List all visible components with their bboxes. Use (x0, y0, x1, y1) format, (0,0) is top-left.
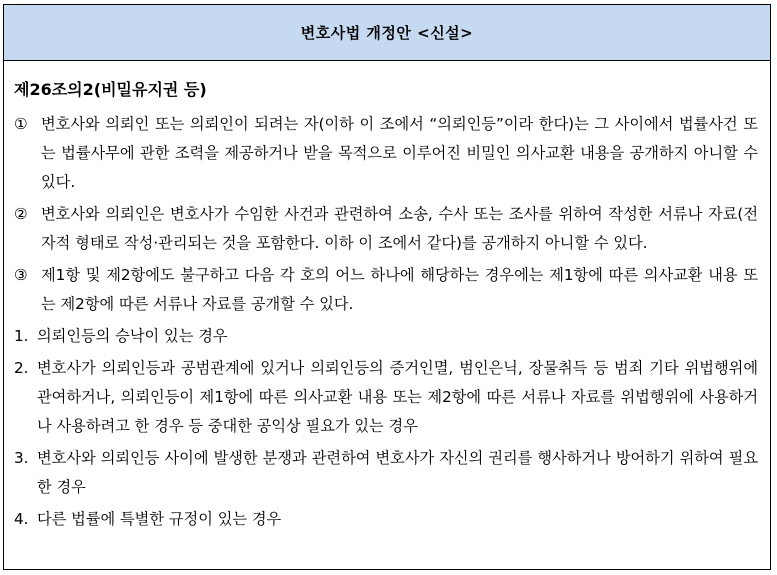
paragraph-text: 변호사와 의뢰인은 변호사가 수임한 사건과 관련하여 소송, 수사 또는 조사를 위하여 작성한 서류나 자료(전자적 형태로 작성·관리되는 것을 포함한다. 이하 이 조에서 같다)를 공개하지 아니할 수 있다. (41, 205, 758, 252)
paragraph-text: 변호사와 의뢰인 또는 의뢰인이 되려는 자(이하 이 조에서 “의뢰인등”이라 한다)는 그 사이에서 법률사건 또는 법률사무에 관한 조력을 제공하거나 받을 목적으로 이루어진 비밀인 의사교환 내용을 공개하지 아니할 수 있다. (41, 115, 758, 191)
paragraph-mark: ① (14, 115, 28, 133)
list-item-2 (14, 354, 758, 441)
paragraph-mark: ② (14, 205, 28, 223)
paragraph-mark: ③ (14, 266, 28, 284)
item-text: 의뢰인등의 승낙이 있는 경우 (37, 327, 228, 345)
paragraph-1 (14, 110, 758, 197)
paragraph-2 (14, 200, 758, 258)
document-header (4, 5, 770, 61)
article-title: 제26조의2(비밀유지권 등) (14, 80, 207, 99)
item-text: 변호사가 의뢰인등과 공범관계에 있거나 의뢰인등의 증거인멸, 범인은닉, 장물취득 등 범죄 기타 위법행위에 관여하거나, 의뢰인등이 제1항에 따른 의사교환 내용 또는 제2항에 따른 서류나 자료를 위법행위에 사용하거나 사용하려고 한 경우 등 중대한 공익상 필요가 있는 경우 (37, 359, 758, 435)
header-title: 변호사법 개정안 <신설> (300, 24, 474, 42)
item-text: 다른 법률에 특별한 규정이 있는 경우 (37, 510, 282, 528)
item-number: 1. (14, 327, 29, 345)
list-item-1 (14, 322, 758, 351)
document-body (4, 61, 770, 534)
list-item-4 (14, 505, 758, 534)
item-text: 변호사와 의뢰인등 사이에 발생한 분쟁과 관련하여 변호사가 자신의 권리를 행사하거나 방어하기 위하여 필요한 경우 (37, 449, 758, 496)
list-item-3 (14, 444, 758, 502)
item-number: 3. (14, 449, 29, 467)
paragraph-3 (14, 261, 758, 319)
paragraph-text: 제1항 및 제2항에도 불구하고 다음 각 호의 어느 하나에 해당하는 경우에는 제1항에 따른 의사교환 내용 또는 제2항에 따른 서류나 자료를 공개할 수 있다. (41, 266, 758, 313)
item-number: 2. (14, 359, 29, 377)
document-frame (3, 4, 771, 570)
item-number: 4. (14, 510, 29, 528)
